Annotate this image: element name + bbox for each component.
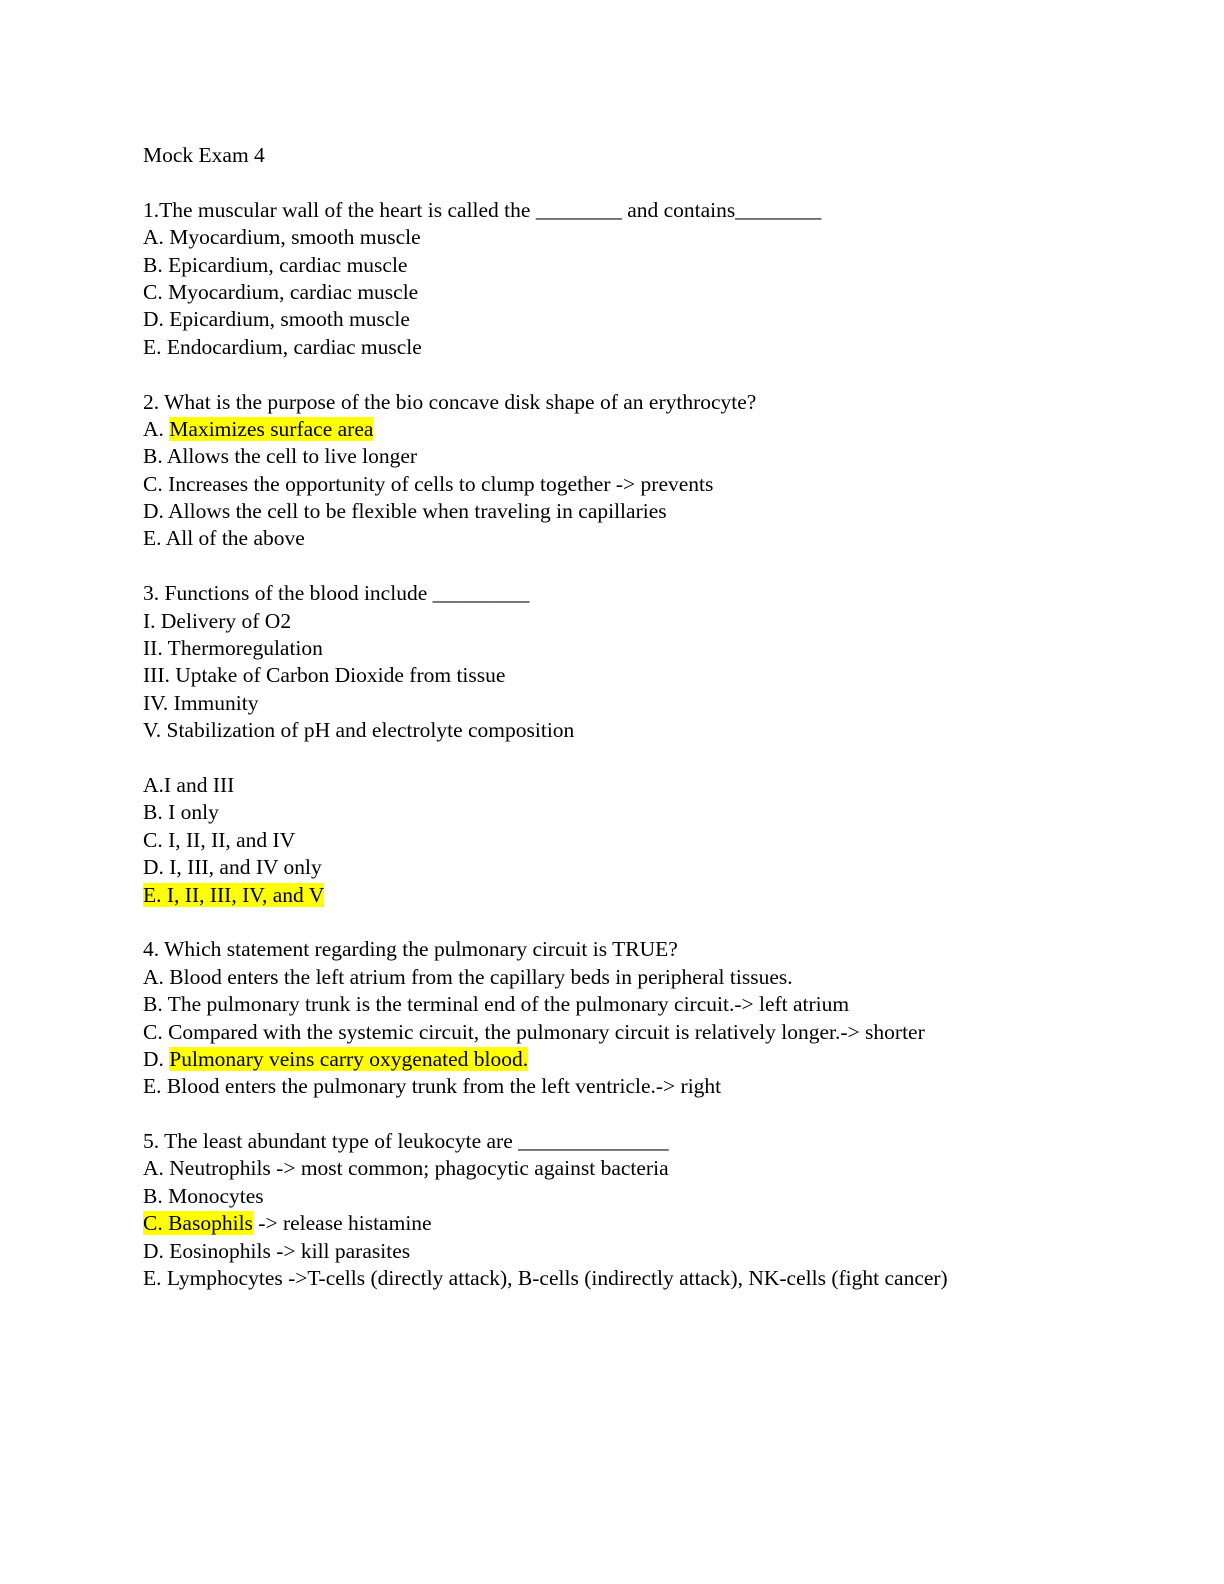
document-page	[143, 142, 1153, 1292]
spacer	[143, 553, 1153, 580]
document-title: Mock Exam 4	[143, 143, 265, 167]
option-b: B. The pulmonary trunk is the terminal end of the pulmonary circuit.-> left atrium	[143, 992, 850, 1017]
option-d: D. Allows the cell to be flexible when traveling in capillaries	[143, 499, 667, 524]
option-c	[143, 1210, 1153, 1237]
option-b: B. Allows the cell to live longer	[143, 444, 418, 469]
highlighted-answer: Maximizes surface area	[169, 416, 374, 441]
option-letter: D.	[143, 1046, 170, 1071]
question-4	[143, 936, 1153, 1100]
option-d: D. Eosinophils -> kill parasites	[143, 1238, 411, 1263]
spacer	[143, 361, 1153, 388]
statement-v: V. Stabilization of pH and electrolyte composition	[143, 718, 575, 743]
statement-i: I. Delivery of O2	[143, 608, 292, 633]
spacer	[143, 909, 1153, 936]
question-stem: 5. The least abundant type of leukocyte are ______________	[143, 1129, 669, 1154]
option-e: E. Endocardium, cardiac muscle	[143, 334, 422, 359]
option-e: E. Lymphocytes ->T-cells (directly attack), B-cells (indirectly attack), NK-cells (fight cancer)	[143, 1266, 948, 1291]
option-c: C. I, II, II, and IV	[143, 827, 296, 852]
option-a	[143, 416, 1153, 443]
option-c: C. Compared with the systemic circuit, the pulmonary circuit is relatively longer.-> shorter	[143, 1019, 925, 1044]
option-a: A.I and III	[143, 772, 235, 797]
option-a: A. Myocardium, smooth muscle	[143, 225, 421, 250]
option-letter: A.	[143, 416, 170, 441]
answer-note: -> release histamine	[252, 1211, 432, 1236]
spacer	[143, 169, 1153, 196]
highlighted-answer: E. I, II, III, IV, and V	[143, 882, 325, 907]
question-1	[143, 197, 1153, 361]
statement-iii: III. Uptake of Carbon Dioxide from tissue	[143, 663, 506, 688]
option-e: E. Blood enters the pulmonary trunk from the left ventricle.-> right	[143, 1074, 722, 1099]
question-stem: 1.The muscular wall of the heart is called the ________ and contains________	[143, 197, 822, 222]
spacer	[143, 745, 1153, 772]
option-b: B. Monocytes	[143, 1183, 264, 1208]
option-e: E. All of the above	[143, 526, 305, 551]
option-c: C. Myocardium, cardiac muscle	[143, 279, 419, 304]
spacer	[143, 1101, 1153, 1128]
option-b: B. Epicardium, cardiac muscle	[143, 252, 408, 277]
option-a: A. Blood enters the left atrium from the capillary beds in peripheral tissues.	[143, 964, 793, 989]
statement-ii: II. Thermoregulation	[143, 636, 323, 661]
question-2	[143, 389, 1153, 553]
highlighted-answer: Pulmonary veins carry oxygenated blood.	[169, 1046, 529, 1071]
option-e	[143, 882, 1153, 909]
option-d: D. I, III, and IV only	[143, 855, 322, 880]
question-stem: 2. What is the purpose of the bio concave disk shape of an erythrocyte?	[143, 389, 757, 414]
highlighted-answer: C. Basophils	[143, 1211, 253, 1236]
option-c: C. Increases the opportunity of cells to clump together -> prevents	[143, 471, 714, 496]
question-3	[143, 580, 1153, 909]
option-d: D. Epicardium, smooth muscle	[143, 307, 410, 332]
question-5	[143, 1128, 1153, 1292]
option-a: A. Neutrophils -> most common; phagocytic against bacteria	[143, 1156, 669, 1181]
option-b: B. I only	[143, 800, 219, 825]
question-stem: 3. Functions of the blood include _________	[143, 581, 530, 606]
question-stem: 4. Which statement regarding the pulmonary circuit is TRUE?	[143, 937, 678, 962]
statement-iv: IV. Immunity	[143, 690, 259, 715]
option-d	[143, 1046, 1153, 1073]
